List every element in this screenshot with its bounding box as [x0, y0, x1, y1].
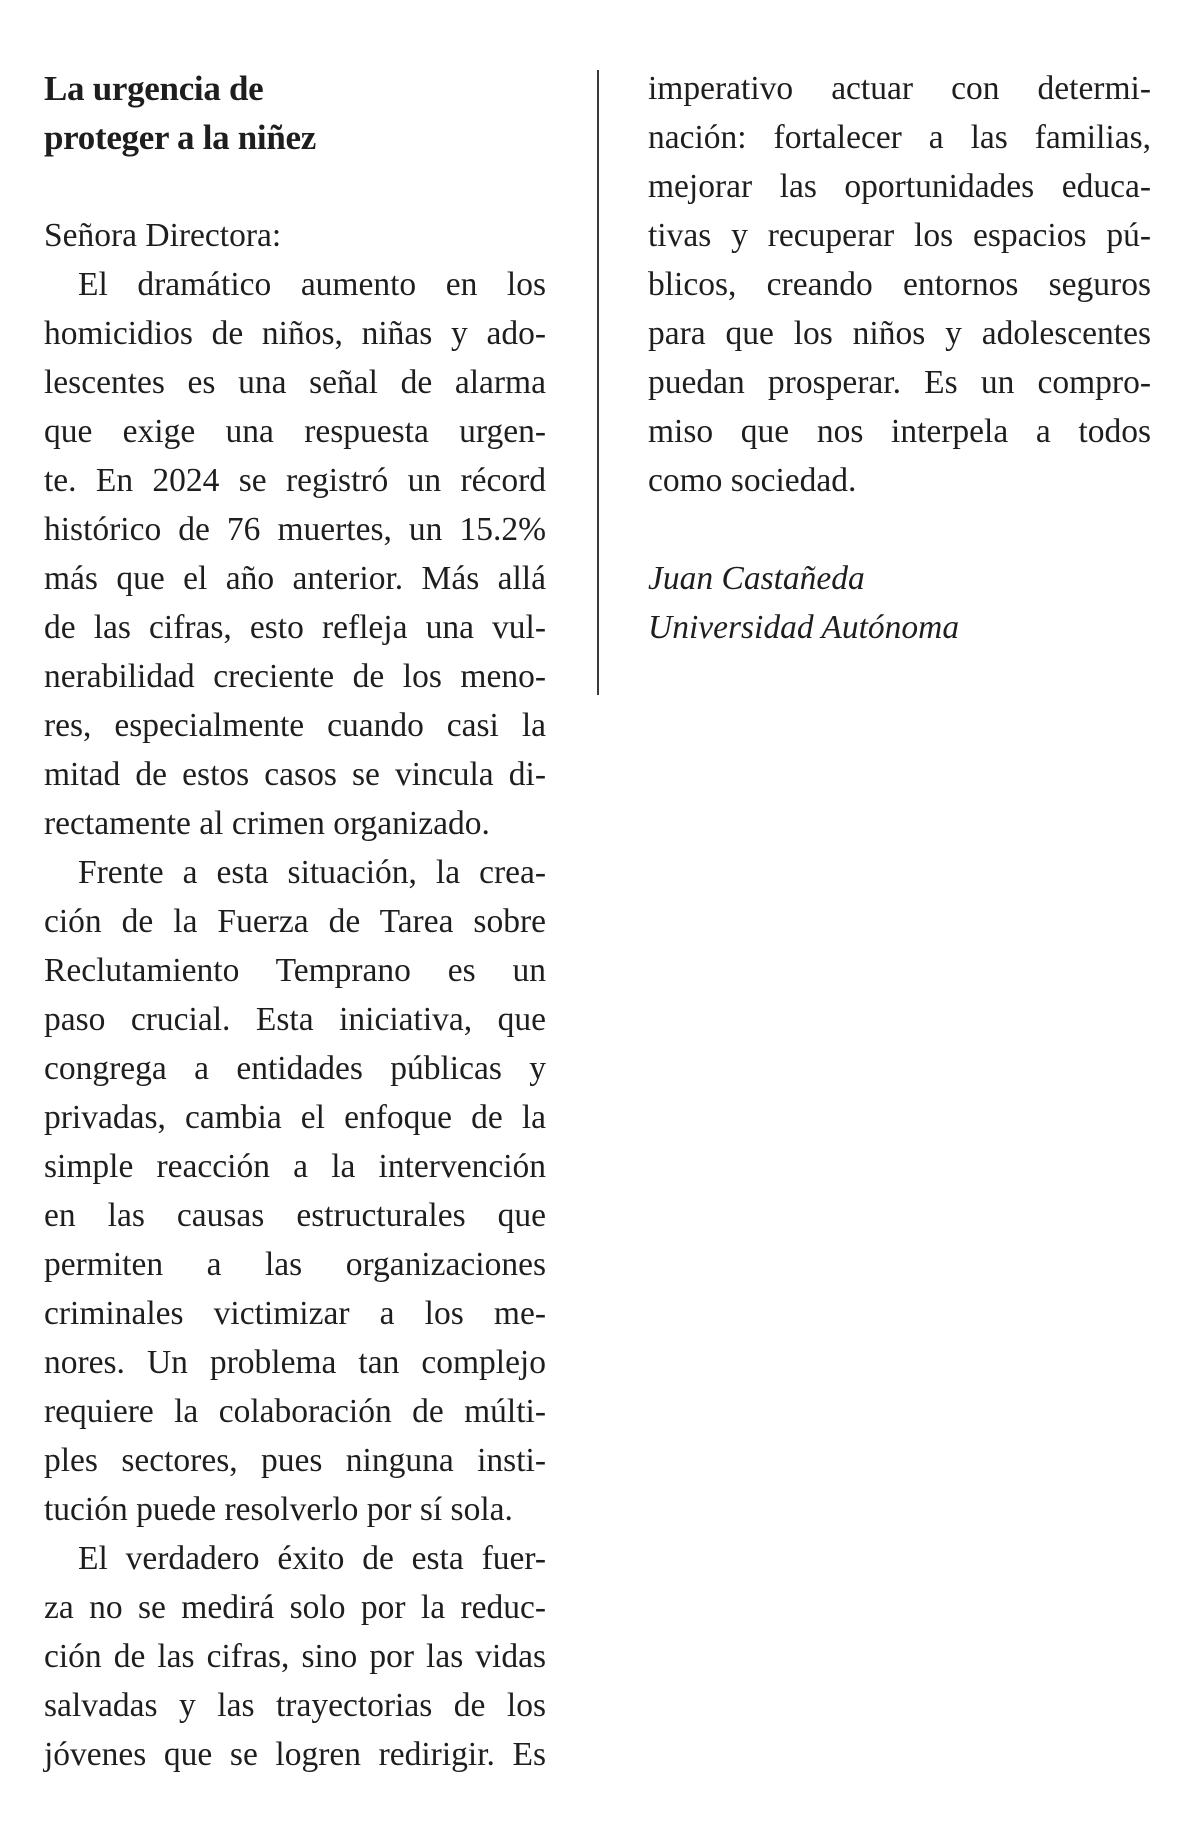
- text-line: de las cifras, esto refleja una vul-: [44, 609, 546, 646]
- text-line: blicos, creando entornos seguros: [648, 266, 1151, 303]
- paragraph-3-continued: [648, 64, 1151, 505]
- text-line: privadas, cambia el enfoque de la: [44, 1099, 546, 1136]
- text-line: mejorar las oportunidades educa-: [648, 168, 1151, 205]
- text-line: criminales victimizar a los me-: [44, 1295, 546, 1332]
- text-line: El verdadero éxito de esta fuer-: [78, 1540, 546, 1577]
- text-line: Reclutamiento Temprano es un: [44, 952, 546, 989]
- text-line: simple reacción a la intervención: [44, 1148, 546, 1185]
- signature-block: [648, 554, 1151, 652]
- paragraph-3: [44, 1534, 546, 1779]
- text-line: paso crucial. Esta iniciativa, que: [44, 1001, 546, 1038]
- text-line: nores. Un problema tan complejo: [44, 1344, 546, 1381]
- text-line: za no se medirá solo por la reduc-: [44, 1589, 546, 1626]
- text-line: te. En 2024 se registró un récord: [44, 462, 546, 499]
- text-line: requiere la colaboración de múlti-: [44, 1393, 546, 1430]
- paragraph-2: [44, 848, 546, 1534]
- text-line: res, especialmente cuando casi la: [44, 707, 546, 744]
- headline-line-2: proteger a la niñez: [44, 118, 316, 157]
- text-line: lescentes es una señal de alarma: [44, 364, 546, 401]
- text-line: nerabilidad creciente de los meno-: [44, 658, 546, 695]
- text-line: permiten a las organizaciones: [44, 1246, 546, 1283]
- text-line: ples sectores, pues ninguna insti-: [44, 1442, 546, 1479]
- text-line: tivas y recuperar los espacios pú-: [648, 217, 1151, 254]
- text-line: imperativo actuar con determi-: [648, 70, 1151, 107]
- signature-affiliation: Universidad Autónoma: [648, 609, 960, 646]
- text-line: salvadas y las trayectorias de los: [44, 1687, 546, 1724]
- text-line: congrega a entidades públicas y: [44, 1050, 546, 1087]
- text-line: homicidios de niños, niñas y ado-: [44, 315, 546, 352]
- text-line: histórico de 76 muertes, un 15.2%: [44, 511, 546, 548]
- text-line: para que los niños y adolescentes: [648, 315, 1151, 352]
- text-line: jóvenes que se logren redirigir. Es: [44, 1736, 546, 1773]
- paragraph-1: [44, 260, 546, 848]
- text-line: más que el año anterior. Más allá: [44, 560, 546, 597]
- text-line: ción de la Fuerza de Tarea sobre: [44, 903, 546, 940]
- text-line: El dramático aumento en los: [78, 266, 546, 303]
- text-line: nación: fortalecer a las familias,: [648, 119, 1151, 156]
- left-column: [44, 64, 546, 1779]
- text-line: como sociedad.: [648, 462, 857, 499]
- text-line: mitad de estos casos se vincula di-: [44, 756, 546, 793]
- text-line: puedan prosperar. Es un compro-: [648, 364, 1151, 401]
- letter-headline: [44, 64, 546, 162]
- column-divider: [597, 70, 599, 695]
- text-line: rectamente al crimen organizado.: [44, 805, 490, 842]
- text-line: Frente a esta situación, la crea-: [78, 854, 546, 891]
- right-column: [648, 64, 1151, 652]
- text-line: en las causas estructurales que: [44, 1197, 546, 1234]
- text-line: miso que nos interpela a todos: [648, 413, 1151, 450]
- text-line: tución puede resolverlo por sí sola.: [44, 1491, 513, 1528]
- salutation: Señora Directora:: [44, 217, 282, 254]
- text-line: que exige una respuesta urgen-: [44, 413, 546, 450]
- text-line: ción de las cifras, sino por las vidas: [44, 1638, 546, 1675]
- signature-name: Juan Castañeda: [648, 560, 865, 597]
- headline-line-1: La urgencia de: [44, 69, 264, 108]
